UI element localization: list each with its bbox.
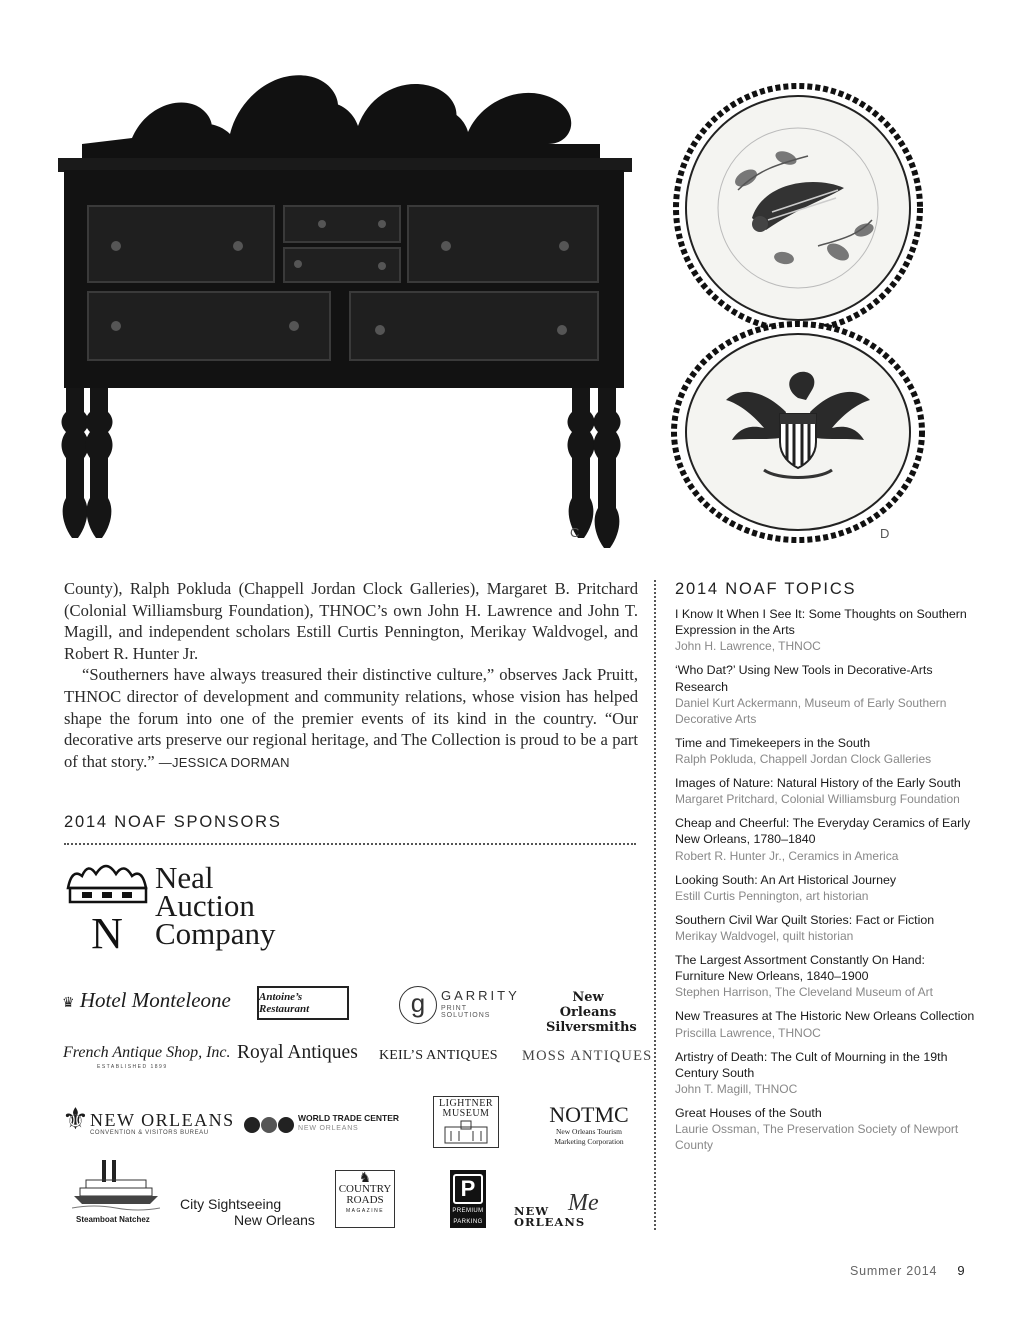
garrity-g-icon: g [399, 986, 437, 1024]
logo-city-sightseeing [180, 1188, 315, 1230]
topics-heading: 2014 NOAF TOPICS [675, 580, 857, 598]
logo-antoines [257, 986, 349, 1020]
neal-line: Company [155, 916, 276, 951]
wtc-sub: NEW ORLEANS [298, 1125, 359, 1132]
logo-new-orleans-me [512, 1190, 632, 1229]
topic-speaker: Ralph Pokluda, Chappell Jordan Clock Galleries [675, 752, 932, 767]
page-number: 9 [957, 1263, 965, 1278]
topic-speaker: Robert R. Hunter Jr., Ceramics in America [675, 848, 899, 863]
nolame-line: ORLEANS [514, 1215, 586, 1229]
topic-speaker: Margaret Pritchard, Colonial Williamsburg Foundation [675, 792, 960, 807]
topic-title: New Treasures at The Historic New Orleans Collection [675, 1009, 975, 1024]
topic-speaker: Daniel Kurt Ackermann, Museum of Early Southern Decorative Arts [675, 695, 947, 726]
topic-title: Images of Nature: Natural History of the Early South [675, 776, 961, 791]
topic-title: Looking South: An Art Historical Journey [675, 872, 897, 887]
topic-item [675, 872, 975, 904]
topic-item [675, 1008, 975, 1040]
notmc-name: NOTMC [549, 1102, 629, 1127]
topic-title: Great Houses of the South [675, 1106, 822, 1121]
plate-photo-eagle [668, 320, 930, 550]
topic-title: Cheap and Cheerful: The Everyday Ceramics of Early New Orleans, 1780–1840 [675, 816, 971, 847]
logo-garrity [399, 986, 519, 1026]
topic-item [675, 775, 975, 807]
nolame-line: NEW [514, 1204, 550, 1218]
topic-speaker: Stephen Harrison, The Cleveland Museum of Art [675, 985, 933, 1000]
logo-neal-auction [62, 858, 322, 950]
article-paragraph: County), Ralph Pokluda (Chappell Jordan Clock Galleries), Margaret B. Pritchard (Colonial Williamsburg Foundation), THNOC’s own John H. Lawrence and John T. Magill, and independent scholars Estill Curtis Pennington, Merikay Waldvogel, and Robert R. Hunter Jr. [64, 579, 638, 663]
notmc-line: New Orleans Tourism [556, 1127, 622, 1136]
parking-p-icon: P [453, 1174, 483, 1204]
topic-item [675, 735, 975, 767]
topic-item [675, 815, 975, 863]
logo-moss-antiques: MOSS ANTIQUES [522, 1048, 653, 1064]
silversmiths-line: Silversmiths [546, 1020, 637, 1035]
figure-letter-c: C [570, 525, 580, 540]
topic-item [675, 1049, 975, 1097]
topic-item [675, 1105, 975, 1153]
logo-nola-convention-bureau [62, 1102, 235, 1141]
wtc-name: WORLD TRADE CENTER [298, 1113, 400, 1123]
hotel-name: Hotel Monteleone [79, 988, 231, 1012]
logo-french-antique-shop: French Antique Shop, Inc. [63, 1044, 231, 1061]
logo-notmc [546, 1103, 632, 1147]
lightner-line: MUSEUM [442, 1108, 490, 1119]
article-quote: “Southerners have always treasured their distinctive culture,” observes Jack Pruitt, THNOC director of development and community relations, whose vision has helped shape the forum into one of the premier events of its kind in the country. “Our decorative arts preserve our regional heritage, and The Collection is proud to be a part of that story.” [64, 665, 638, 771]
country-roads-line: MAGAZINE [345, 1208, 385, 1214]
topic-title: Southern Civil War Quilt Stories: Fact or Fiction [675, 912, 935, 927]
topic-item [675, 912, 975, 944]
figure-letter-d: D [880, 526, 890, 541]
logo-lightner-museum [433, 1096, 499, 1148]
issue-label: Summer 2014 [850, 1264, 938, 1278]
topic-speaker: John H. Lawrence, THNOC [675, 639, 821, 654]
plate-photo-shell [668, 80, 930, 330]
horse-icon: ♞ [358, 1171, 372, 1186]
nola-convention-sub: CONVENTION & VISITORS BUREAU [90, 1130, 209, 1136]
lightner-line: LIGHTNER [439, 1098, 493, 1109]
building-icon [439, 1119, 493, 1145]
article-byline: —JESSICA DORMAN [158, 754, 290, 770]
topic-list [675, 606, 975, 1153]
silversmiths-line: New Orleans [559, 990, 617, 1020]
topics-sidebar [675, 580, 975, 1161]
french-antique-established: ESTABLISHED 1899 [97, 1064, 168, 1070]
nola-convention-name: NEW ORLEANS [90, 1110, 235, 1130]
neal-line: Auction [155, 888, 255, 923]
neal-line: Neal [155, 860, 214, 895]
parking-line: PARKING [453, 1219, 483, 1225]
topic-title: Time and Timekeepers in the South [675, 735, 871, 750]
topic-speaker: Estill Curtis Pennington, art historian [675, 888, 869, 903]
topic-title: Artistry of Death: The Cult of Mourning in the 19th Century South [675, 1049, 948, 1080]
country-roads-line: ROADS [346, 1194, 384, 1206]
topic-speaker: Laurie Ossman, The Preservation Society of Newport County [675, 1122, 959, 1153]
country-roads-line: COUNTRY [338, 1183, 392, 1195]
garrity-sub: PRINT SOLUTIONS [441, 1005, 491, 1019]
logo-new-orleans-silversmiths [546, 990, 637, 1035]
logo-world-trade-center [243, 1110, 413, 1140]
article-paragraph [64, 664, 638, 773]
topic-title: I Know It When I See It: Some Thoughts on Southern Expression in the Arts [675, 607, 967, 638]
topic-item [675, 606, 975, 654]
garrity-name: GARRITY [441, 988, 520, 1003]
nolame-script: Me [568, 1190, 599, 1216]
topic-item [675, 662, 975, 726]
citysee-line: New Orleans [234, 1212, 315, 1228]
neal-wordmark [155, 860, 276, 951]
neal-letter: N [91, 909, 123, 950]
topic-item [675, 952, 975, 1000]
natchez-name: Steamboat Natchez [76, 1215, 150, 1224]
logo-premium-parking [450, 1170, 486, 1228]
logo-royal-antiques: Royal Antiques [237, 1042, 358, 1063]
parking-line: PREMIUM [452, 1208, 484, 1214]
page-footer [850, 1262, 965, 1280]
article-body [64, 578, 638, 773]
topic-title: ‘Who Dat?’ Using New Tools in Decorative-Arts Research [675, 663, 933, 694]
topic-speaker: Merikay Waldvogel, quilt historian [675, 929, 854, 944]
logo-country-roads [335, 1170, 395, 1228]
antoines-name: Antoine’s Restaurant [259, 991, 310, 1015]
notmc-line: Marketing Corporation [554, 1137, 624, 1146]
fleur-de-lis-icon: ⚜ [62, 1102, 89, 1137]
topic-speaker: Priscilla Lawrence, THNOC [675, 1025, 821, 1040]
sponsors-divider [64, 843, 636, 845]
logo-hotel-monteleone [62, 988, 231, 1013]
crest-icon: ♛ [62, 996, 75, 1011]
wtc-globe-icon [243, 1112, 295, 1138]
crown-icon [62, 858, 152, 950]
steamboat-icon [72, 1158, 160, 1214]
sponsors-heading: 2014 NOAF SPONSORS [64, 813, 282, 831]
logo-steamboat-natchez [72, 1158, 160, 1228]
sideboard-photo [52, 40, 638, 552]
logo-keils-antiques: KEIL’S ANTIQUES [379, 1048, 498, 1063]
topics-divider [654, 580, 656, 1230]
topic-speaker: John T. Magill, THNOC [675, 1082, 798, 1097]
citysee-line: City Sightseeing [180, 1196, 282, 1212]
topic-title: The Largest Assortment Constantly On Hand: Furniture New Orleans, 1840–1900 [675, 953, 926, 984]
